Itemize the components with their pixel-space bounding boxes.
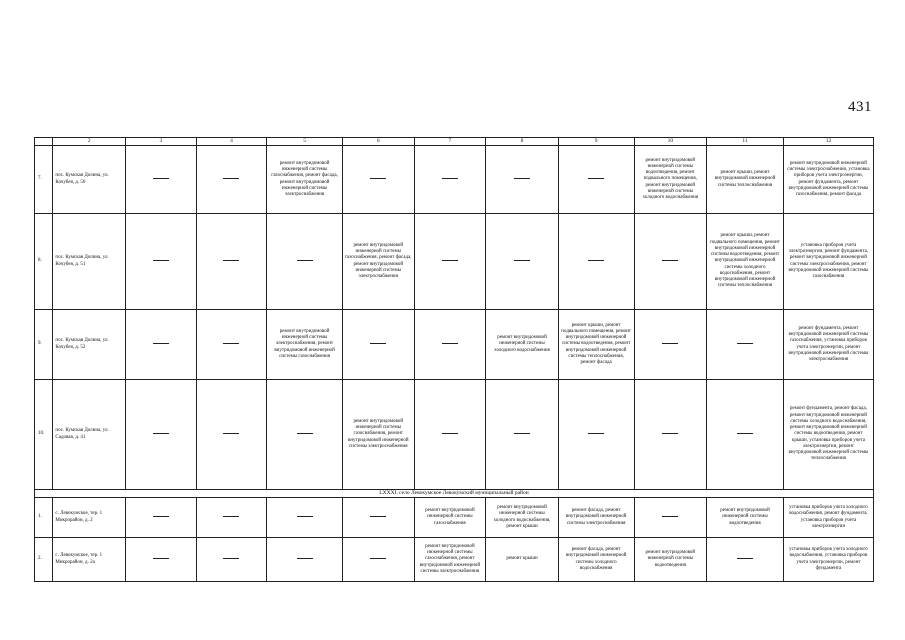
dash-placeholder: [223, 433, 239, 434]
dash-placeholder: [153, 178, 169, 179]
dash-placeholder: [153, 343, 169, 344]
column-header: 8: [486, 138, 559, 146]
dash-placeholder: [442, 433, 458, 434]
work-cell: [342, 146, 414, 214]
work-cell: [414, 380, 486, 490]
work-cell: [558, 214, 634, 310]
dash-placeholder: [223, 260, 239, 261]
work-cell: [707, 538, 784, 582]
work-cell: [558, 380, 634, 490]
work-cell: ремонт внутридомовой инженерной системы электроснабжения, установка приборов учета электроэнергии, ремонт фундамента, ремонт внутридомовой инженерной системы газоснабжения, ремонт фасада: [783, 146, 873, 214]
address-cell: пос. Кумская Долина, ул. Садовая, д. 41: [53, 380, 126, 490]
work-cell: [196, 214, 267, 310]
dash-placeholder: [297, 558, 313, 559]
work-cell: ремонт внутридомовой инженерной системы холодного водоснабжения: [486, 310, 559, 380]
work-cell: ремонт фасада, ремонт внутридомовой инженерной системы холодного водоснабжения: [558, 538, 634, 582]
column-header: 5: [267, 138, 343, 146]
dash-placeholder: [370, 343, 386, 344]
work-cell: установка приборов учета электроэнергии, ремонт фундамента, ремонт внутридомовой инженерной системы электроснабжения, ремонт внутридомовой инженерной системы газоснабжения: [783, 214, 873, 310]
address-cell: с. Левокумское, тер. 1 Микрорайон, д. 2: [53, 498, 126, 538]
work-cell: [267, 538, 343, 582]
work-cell: [126, 310, 197, 380]
dash-placeholder: [223, 178, 239, 179]
column-header: [35, 138, 53, 146]
table-row: [35, 310, 874, 380]
repair-schedule-table: [34, 137, 874, 582]
dash-placeholder: [153, 260, 169, 261]
work-cell: [342, 310, 414, 380]
row-number: 2.: [35, 538, 53, 582]
table-body: [35, 138, 874, 582]
table-row: [35, 498, 874, 538]
work-cell: [707, 310, 784, 380]
dash-placeholder: [662, 516, 678, 517]
dash-placeholder: [442, 260, 458, 261]
dash-placeholder: [297, 516, 313, 517]
address-cell: пос. Кумская Долина, ул. Кочубея, д. 52: [53, 310, 126, 380]
work-cell: [486, 214, 559, 310]
table-row: [35, 538, 874, 582]
work-cell: ремонт внутридомовой инженерной системы электроснабжения, ремонт внутридомовой инженерной системы газоснабжения: [267, 310, 343, 380]
dash-placeholder: [153, 433, 169, 434]
address-cell: пос. Кумская Долина, ул. Кочубея, д. 50: [53, 146, 126, 214]
column-header: 12: [783, 138, 873, 146]
column-header: 2: [53, 138, 126, 146]
work-cell: [486, 380, 559, 490]
header-row: [35, 138, 874, 146]
work-cell: [196, 310, 267, 380]
dash-placeholder: [662, 433, 678, 434]
dash-placeholder: [223, 343, 239, 344]
dash-placeholder: [737, 558, 753, 559]
work-cell: [342, 538, 414, 582]
work-cell: ремонт внутридомовой инженерной системы газоснабжения: [414, 498, 486, 538]
section-title: LXXXI. село Левокумское Левокумский муниципальный район: [35, 490, 874, 498]
column-header: 10: [634, 138, 707, 146]
row-number: 9.: [35, 310, 53, 380]
work-cell: установка приборов учета холодного водоснабжения, ремонт фундамента, установка приборов учета электроэнергии: [783, 498, 873, 538]
work-cell: [342, 498, 414, 538]
row-number: 8.: [35, 214, 53, 310]
work-cell: [196, 146, 267, 214]
column-header: 9: [558, 138, 634, 146]
dash-placeholder: [370, 178, 386, 179]
work-cell: [486, 146, 559, 214]
work-cell: ремонт фасада, ремонт внутридомовой инженерной системы электроснабжения: [558, 498, 634, 538]
dash-placeholder: [662, 343, 678, 344]
address-cell: с. Левокумское, тер. 1 Микрорайон, д. 2а: [53, 538, 126, 582]
work-cell: ремонт внутридомовой инженерной системы водоотведения: [634, 538, 707, 582]
work-cell: [126, 498, 197, 538]
work-cell: ремонт внутридомовой инженерной системы газоснабжения, ремонт фасада, ремонт внутридомовой инженерной системы электроснабжения: [342, 214, 414, 310]
work-cell: ремонт внутридомовой инженерной системы газоснабжения, ремонт внутридомовой инженерной системы электроснабжения: [342, 380, 414, 490]
work-cell: ремонт внутридомовой инженерной системы холодного водоснабжения, ремонт крыши: [486, 498, 559, 538]
work-cell: [558, 146, 634, 214]
table-row: [35, 380, 874, 490]
work-cell: ремонт внутридомовой инженерной системы водоотведения, ремонт подвального помещения, ремонт внутридомовой инженерной системы холодного водоснабжения: [634, 146, 707, 214]
work-cell: [126, 146, 197, 214]
work-cell: [267, 380, 343, 490]
work-cell: ремонт крыши, ремонт подвального помещения, ремонт внутридомовой инженерной системы водоотведения, ремонт внутридомовой инженерной системы теплоснабжения, ремонт фасада: [558, 310, 634, 380]
dash-placeholder: [737, 343, 753, 344]
work-cell: [707, 380, 784, 490]
work-cell: ремонт фундамента, ремонт внутридомовой инженерной системы газоснабжения, установка приборов учета электроэнергии, ремонт внутридомовой инженерной системы электроснабжения: [783, 310, 873, 380]
dash-placeholder: [370, 558, 386, 559]
dash-placeholder: [297, 433, 313, 434]
column-header: 6: [342, 138, 414, 146]
work-cell: [267, 214, 343, 310]
address-cell: пос. Кумская Долина, ул. Кочубея, д. 51: [53, 214, 126, 310]
column-header: 7: [414, 138, 486, 146]
work-cell: [196, 538, 267, 582]
dash-placeholder: [662, 260, 678, 261]
work-cell: ремонт крыши: [486, 538, 559, 582]
work-cell: [267, 498, 343, 538]
work-cell: [634, 214, 707, 310]
work-cell: [126, 380, 197, 490]
dash-placeholder: [514, 433, 530, 434]
work-cell: [196, 380, 267, 490]
dash-placeholder: [588, 260, 604, 261]
dash-placeholder: [514, 178, 530, 179]
work-cell: ремонт крыши, ремонт подвального помещения, ремонт внутридомовой инженерной системы водоотведения, ремонт внутридомовой инженерной системы холодного водоснабжения, ремонт внутридомовой инженерной системы теплоснабжения: [707, 214, 784, 310]
dash-placeholder: [588, 433, 604, 434]
dash-placeholder: [153, 516, 169, 517]
dash-placeholder: [737, 433, 753, 434]
column-header: 11: [707, 138, 784, 146]
table-row: [35, 146, 874, 214]
work-cell: ремонт крыши, ремонт внутридомовой инженерной системы теплоснабжения: [707, 146, 784, 214]
dash-placeholder: [223, 558, 239, 559]
work-cell: установка приборов учета холодного водоснабжения, установка приборов учета электроэнергии, ремонт фундамента: [783, 538, 873, 582]
work-cell: ремонт фундамента, ремонт фасада, ремонт внутридомовой инженерной системы холодного водоснабжения, ремонт внутридомовой инженерной системы водоотведения, ремонт крыши, установка приборов учета электроэнергии, ремонт внутридомовой инженерной системы теплоснабжения: [783, 380, 873, 490]
section-row: [35, 490, 874, 498]
dash-placeholder: [588, 178, 604, 179]
page-number: 431: [848, 99, 872, 115]
column-header: 4: [196, 138, 267, 146]
work-cell: [634, 310, 707, 380]
table-row: [35, 214, 874, 310]
dash-placeholder: [442, 178, 458, 179]
row-number: 7.: [35, 146, 53, 214]
work-cell: [126, 538, 197, 582]
column-header: 3: [126, 138, 197, 146]
work-cell: ремонт внутридомовой инженерной системы водоотведения: [707, 498, 784, 538]
work-cell: [634, 380, 707, 490]
work-cell: [634, 498, 707, 538]
work-cell: ремонт внутридомовой инженерной системы газоснабжения, ремонт фасада, ремонт внутридомовой инженерной системы электроснабжения: [267, 146, 343, 214]
work-cell: [196, 498, 267, 538]
row-number: 1.: [35, 498, 53, 538]
dash-placeholder: [297, 260, 313, 261]
dash-placeholder: [370, 516, 386, 517]
row-number: 10.: [35, 380, 53, 490]
dash-placeholder: [223, 516, 239, 517]
work-cell: [414, 214, 486, 310]
work-cell: [414, 310, 486, 380]
dash-placeholder: [153, 558, 169, 559]
dash-placeholder: [514, 260, 530, 261]
work-cell: [414, 146, 486, 214]
work-cell: [126, 214, 197, 310]
dash-placeholder: [442, 343, 458, 344]
work-cell: ремонт внутридомовой инженерной системы газоснабжения, ремонт внутридомовой инженерной системы электроснабжения: [414, 538, 486, 582]
